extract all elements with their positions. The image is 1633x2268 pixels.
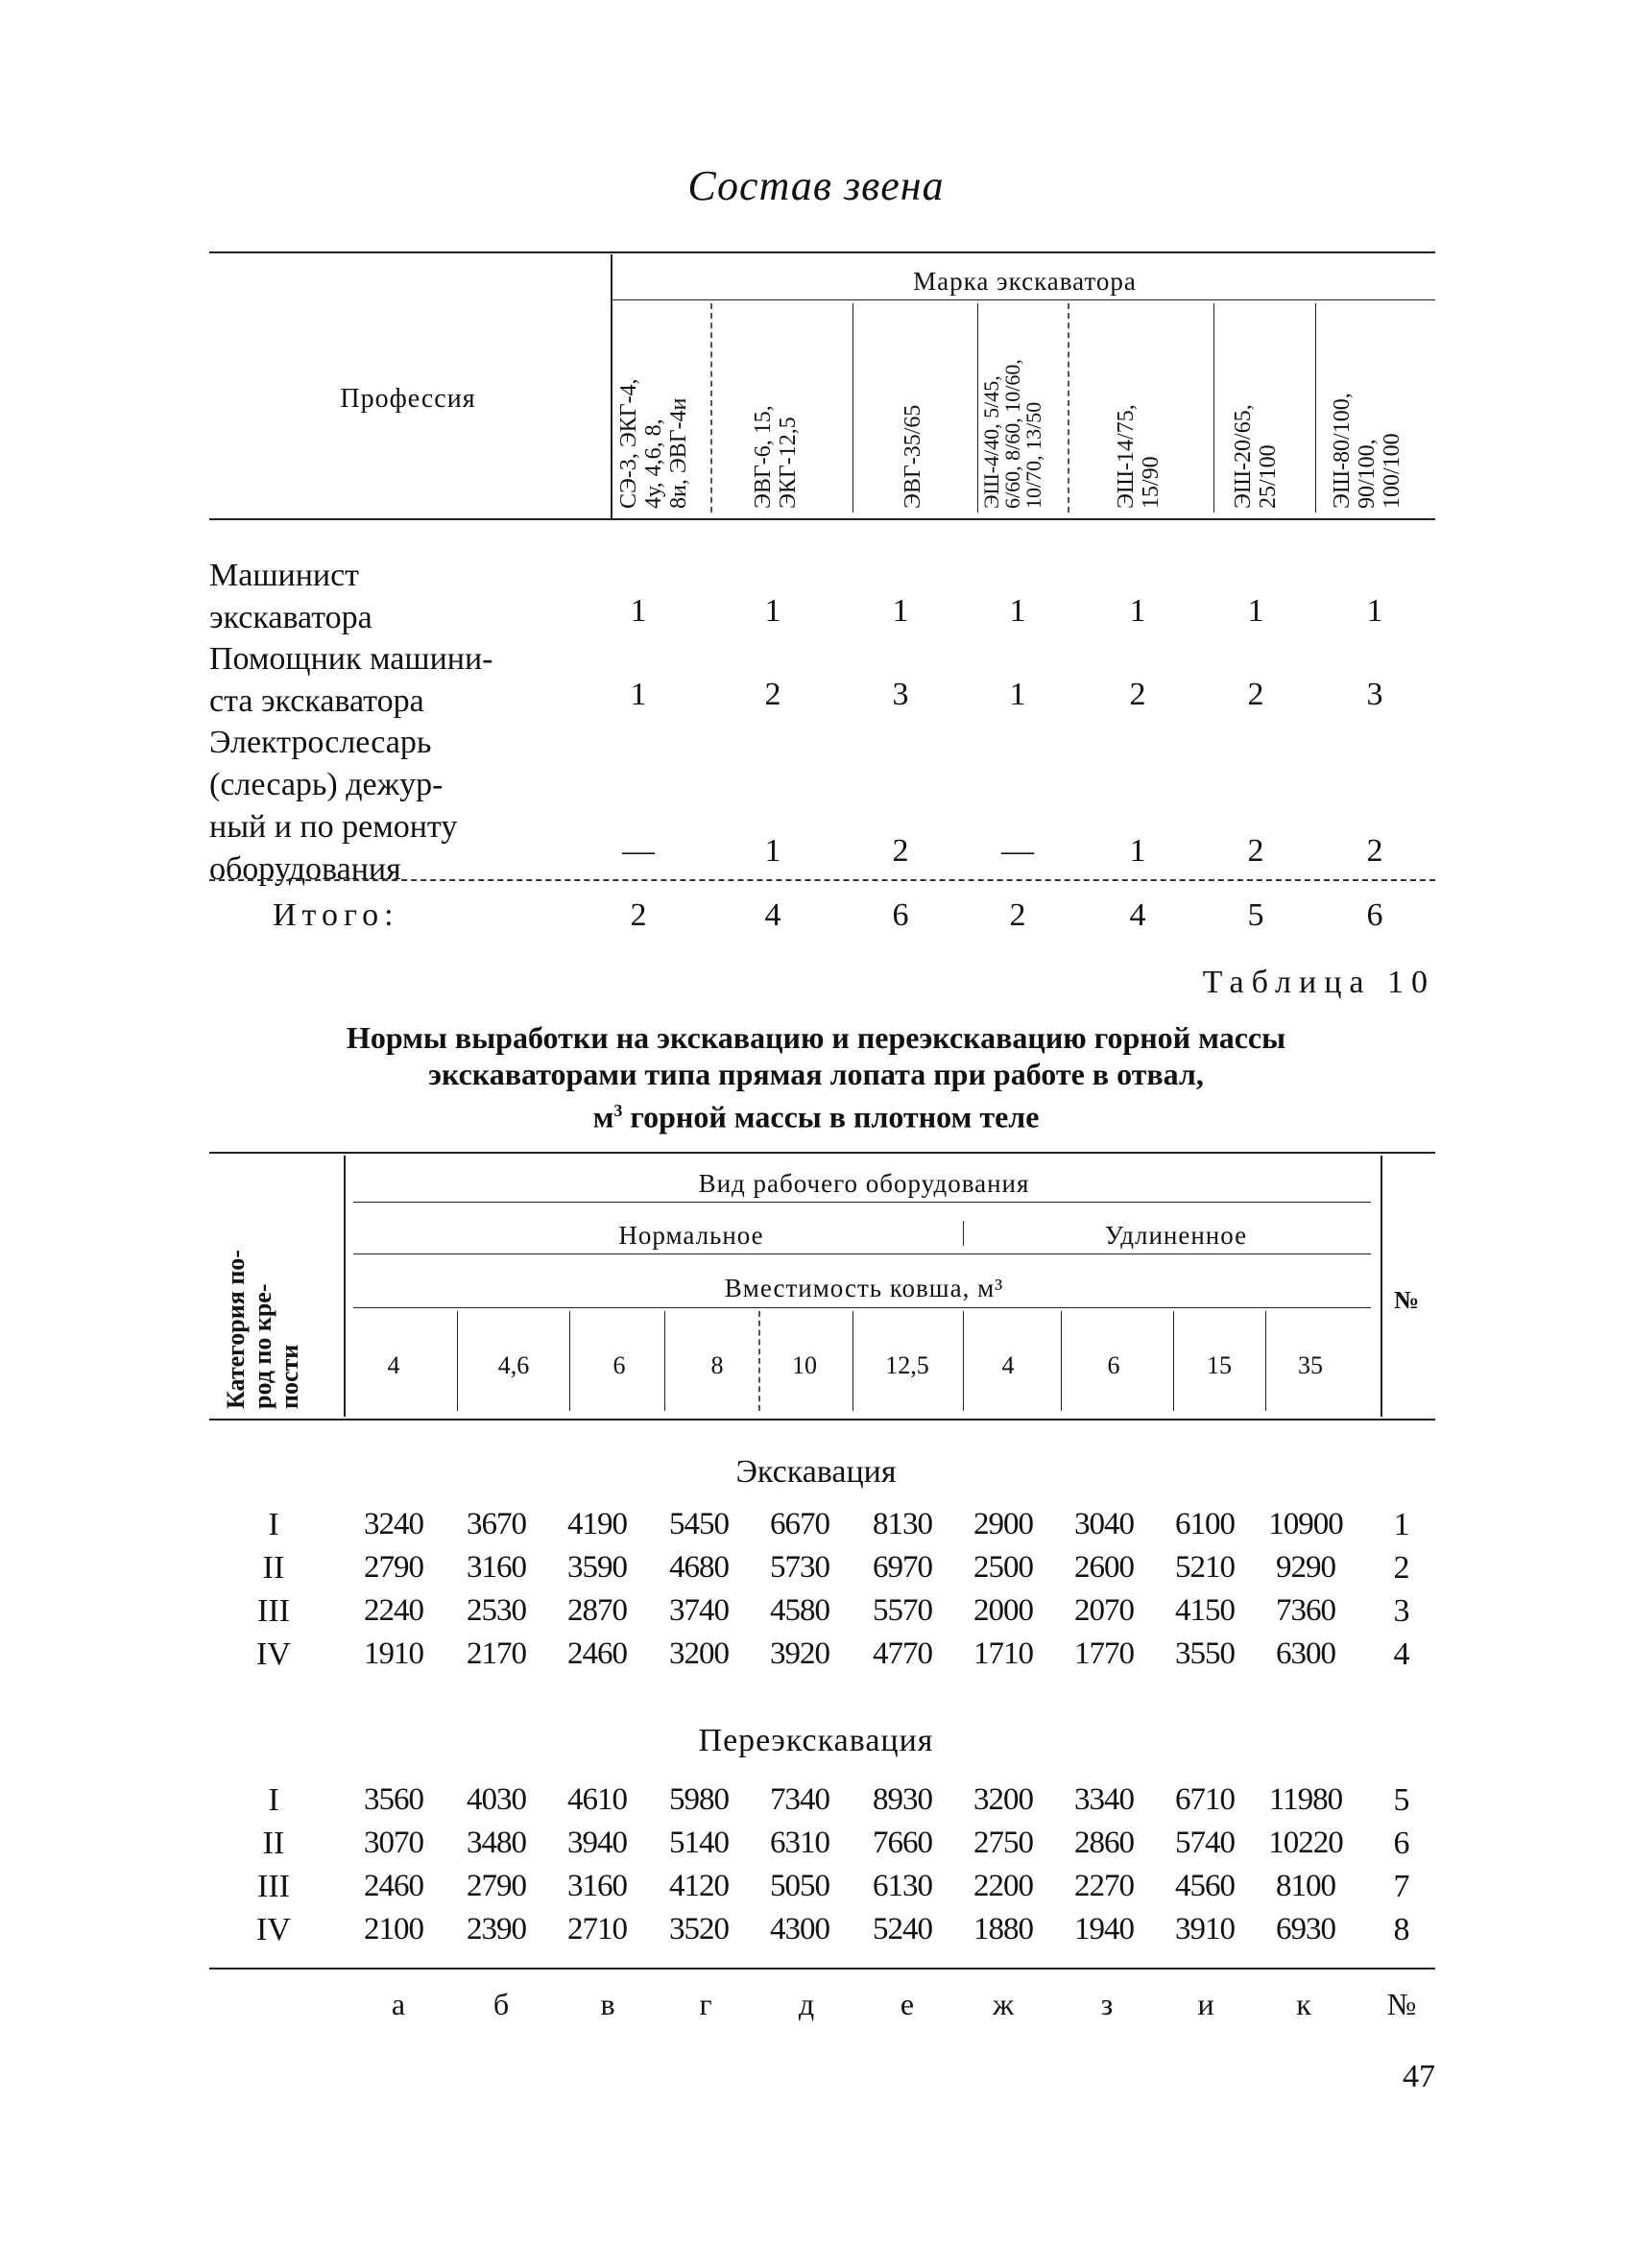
norm-cell: 11980 — [1268, 1782, 1343, 1817]
footer-no: № — [1386, 1987, 1417, 2021]
category-cell: III — [257, 1869, 290, 1904]
capacity-cell: 6 — [612, 1351, 626, 1379]
crew-row-label: Машинист экскаватора — [209, 558, 372, 635]
norm-cell: 6130 — [873, 1869, 932, 1903]
category-cell: II — [262, 1826, 285, 1861]
row-no-cell: 1 — [1393, 1507, 1410, 1542]
crew-col-header: ЭШ-80/100, 90/100, 100/100 — [1330, 393, 1405, 509]
capacity-col-sep — [758, 1311, 760, 1411]
norm-cell: 2790 — [467, 1869, 526, 1903]
capacity-cell: 10 — [792, 1351, 817, 1379]
crew-col-header: ЭВГ-6, 15, ЭКГ-12,5 — [751, 405, 801, 509]
norm-cell: 5740 — [1175, 1826, 1235, 1860]
norm-cell: 2870 — [567, 1593, 627, 1628]
crew-cell: 1 — [1247, 593, 1264, 629]
norm-cell: 4680 — [669, 1550, 729, 1585]
crew-cell: 1 — [630, 593, 647, 629]
footer-letter: а — [391, 1987, 406, 2021]
norm-cell: 2000 — [973, 1593, 1033, 1628]
norm-cell: 3910 — [1175, 1912, 1235, 1946]
footer-letter: б — [492, 1987, 510, 2021]
crew-cell: 2 — [1366, 833, 1383, 869]
crew-cell: 1 — [1129, 593, 1146, 629]
capacity-col-sep — [569, 1311, 570, 1411]
norm-cell: 7340 — [770, 1782, 829, 1817]
norm-cell: 5570 — [873, 1593, 932, 1628]
norms-title-line: Нормы выработки на экскавацию и переэкскавацию горной массы — [346, 1020, 1286, 1055]
norm-cell: 2390 — [467, 1912, 526, 1946]
capacity-cell: 4 — [387, 1351, 400, 1379]
crew-total: 2 — [1009, 897, 1026, 933]
norm-cell: 5140 — [669, 1826, 729, 1860]
norm-cell: 2600 — [1074, 1550, 1134, 1585]
crew-col-header: ЭШ-20/65, 25/100 — [1231, 404, 1281, 509]
normal-extended-sep — [963, 1221, 964, 1246]
norm-cell: 6300 — [1276, 1636, 1335, 1671]
footer-letter: з — [1100, 1987, 1114, 2021]
crew-col-sep — [977, 303, 978, 513]
crew-col-header: ЭВГ-35/65 — [901, 404, 925, 509]
norm-cell: 2070 — [1074, 1593, 1134, 1628]
crew-table-top-rule — [209, 251, 1435, 253]
norm-cell: 2860 — [1074, 1826, 1134, 1860]
category-header: Категория по- род по кре- пости — [222, 1250, 303, 1409]
normal-label: Нормальное — [618, 1221, 764, 1250]
crew-table-header-rule — [209, 518, 1435, 520]
section-heading: Переэкскавация — [698, 1723, 934, 1758]
crew-cell: 3 — [1366, 677, 1383, 712]
capacity-cell: 6 — [1107, 1351, 1120, 1379]
norm-cell: 3200 — [973, 1782, 1033, 1817]
norm-cell: 3160 — [567, 1869, 627, 1903]
norms-right-divider — [1381, 1156, 1382, 1417]
norm-cell: 3070 — [364, 1826, 423, 1860]
crew-cell: 2 — [764, 677, 781, 712]
crew-cell: 3 — [892, 677, 909, 712]
norm-cell: 3940 — [567, 1826, 627, 1860]
crew-total: 4 — [764, 897, 781, 933]
crew-row-label: Помощник машини- ста экскаватора — [209, 641, 493, 719]
crew-row-label: Электрослесарь (слесарь) дежур- ный и по ремонту оборудования — [209, 725, 458, 887]
norm-cell: 3740 — [669, 1593, 729, 1628]
crew-cell: 2 — [892, 833, 909, 869]
norm-cell: 3200 — [669, 1636, 729, 1671]
norm-cell: 6970 — [873, 1550, 932, 1585]
norm-cell: 2240 — [364, 1593, 423, 1628]
crew-cell: 1 — [764, 593, 781, 629]
capacity-col-sep — [1061, 1311, 1062, 1411]
norm-cell: 6710 — [1175, 1782, 1235, 1817]
capacity-cell: 4 — [1001, 1351, 1015, 1379]
row-no-cell: 7 — [1393, 1869, 1410, 1904]
norms-title-unit: м — [592, 1099, 614, 1134]
crew-cell: 2 — [1247, 833, 1264, 869]
variant-rule — [353, 1253, 1371, 1254]
crew-total-label: Итого: — [273, 897, 399, 933]
norm-cell: 8130 — [873, 1507, 932, 1541]
norm-cell: 4190 — [567, 1507, 627, 1541]
norm-cell: 2170 — [467, 1636, 526, 1671]
norm-cell: 2460 — [567, 1636, 627, 1671]
crew-total: 5 — [1247, 897, 1264, 933]
norm-cell: 1770 — [1074, 1636, 1134, 1671]
crew-total: 4 — [1129, 897, 1146, 933]
equipment-rule — [353, 1202, 1371, 1203]
norm-cell: 10220 — [1268, 1826, 1343, 1860]
norm-cell: 3920 — [770, 1636, 829, 1671]
capacity-cell: 4,6 — [497, 1351, 530, 1379]
norm-cell: 2790 — [364, 1550, 423, 1585]
norm-cell: 7660 — [873, 1826, 932, 1860]
crew-col-sep — [710, 303, 712, 513]
norm-cell: 3340 — [1074, 1782, 1134, 1817]
row-no-cell: 8 — [1393, 1912, 1410, 1947]
norms-title — [192, 1019, 1440, 1135]
capacity-cell: 8 — [710, 1351, 724, 1379]
norm-cell: 2200 — [973, 1869, 1033, 1903]
norm-cell: 5240 — [873, 1912, 932, 1946]
footer-letter: д — [798, 1987, 815, 2021]
norm-cell: 1910 — [364, 1636, 423, 1671]
crew-col-sep — [1315, 303, 1316, 513]
crew-cell: 1 — [630, 677, 647, 712]
crew-col-sep — [1213, 303, 1214, 513]
crew-cell: 1 — [892, 593, 909, 629]
row-no-cell: 6 — [1393, 1826, 1410, 1861]
capacity-cell: 15 — [1207, 1351, 1232, 1379]
crew-col-header: ЭШ-4/40, 5/45, 6/60, 8/60, 10/60, 10/70, 13/50 — [979, 359, 1045, 509]
crew-col-sep — [1068, 303, 1069, 513]
capacity-col-sep — [1173, 1311, 1174, 1411]
row-no-cell: 5 — [1393, 1782, 1410, 1818]
crew-cell: 1 — [1366, 593, 1383, 629]
crew-cell: — — [622, 833, 655, 869]
norm-cell: 4300 — [770, 1912, 829, 1946]
norm-cell: 3670 — [467, 1507, 526, 1541]
crew-cell: 2 — [1247, 677, 1264, 712]
norm-cell: 2900 — [973, 1507, 1033, 1541]
table-number: Таблица 10 — [1202, 965, 1435, 1000]
crew-group-label: Марка экскаватора — [913, 267, 1137, 296]
category-cell: III — [257, 1593, 290, 1629]
row-no-cell: 2 — [1393, 1550, 1410, 1586]
capacity-col-sep — [1265, 1311, 1266, 1411]
category-cell: II — [262, 1550, 285, 1586]
norm-cell: 5050 — [770, 1869, 829, 1903]
row-no-cell: 3 — [1393, 1593, 1410, 1629]
norm-cell: 3520 — [669, 1912, 729, 1946]
crew-col-header: ЭШ-14/75, 15/90 — [1114, 404, 1164, 509]
norm-cell: 2530 — [467, 1593, 526, 1628]
norm-cell: 4610 — [567, 1782, 627, 1817]
norms-title-line: экскаваторами типа прямая лопата при работе в отвал, — [428, 1057, 1204, 1091]
crew-total: 2 — [630, 897, 647, 933]
norm-cell: 8930 — [873, 1782, 932, 1817]
footer-letter: е — [900, 1987, 915, 2021]
capacity-col-sep — [457, 1311, 458, 1411]
norm-cell: 4030 — [467, 1782, 526, 1817]
capacity-cell: 12,5 — [885, 1351, 929, 1379]
norm-cell: 3040 — [1074, 1507, 1134, 1541]
norm-cell: 6930 — [1276, 1912, 1335, 1946]
norm-cell: 4580 — [770, 1593, 829, 1628]
section-title: Состав звена — [687, 162, 945, 209]
crew-total: 6 — [892, 897, 909, 933]
norm-cell: 1940 — [1074, 1912, 1134, 1946]
norms-title-line — [192, 1092, 1440, 1135]
norm-cell: 6100 — [1175, 1507, 1235, 1541]
crew-table-divider — [611, 254, 612, 518]
extended-label: Удлиненное — [1104, 1221, 1248, 1250]
norm-cell: 2100 — [364, 1912, 423, 1946]
crew-cell: 2 — [1129, 677, 1146, 712]
norm-cell: 4770 — [873, 1636, 932, 1671]
norm-cell: 5450 — [669, 1507, 729, 1541]
norm-cell: 9290 — [1276, 1550, 1335, 1585]
norm-cell: 2270 — [1074, 1869, 1134, 1903]
crew-total-rule — [209, 879, 1435, 881]
norm-cell: 1710 — [973, 1636, 1033, 1671]
capacity-col-sep — [664, 1311, 665, 1411]
footer-letter: к — [1296, 1987, 1311, 2021]
category-cell: IV — [256, 1636, 291, 1672]
footer-letter: г — [699, 1987, 712, 2021]
norms-title-unit-exp: 3 — [613, 1101, 623, 1120]
norms-bottom-rule — [209, 1968, 1435, 1970]
crew-total: 6 — [1366, 897, 1383, 933]
norm-cell: 3160 — [467, 1550, 526, 1585]
norm-cell: 3240 — [364, 1507, 423, 1541]
category-cell: I — [268, 1507, 279, 1542]
norm-cell: 2500 — [973, 1550, 1033, 1585]
crew-cell: 1 — [764, 833, 781, 869]
norm-cell: 2460 — [364, 1869, 423, 1903]
norm-cell: 2750 — [973, 1826, 1033, 1860]
norms-left-divider — [344, 1156, 346, 1417]
norm-cell: 3550 — [1175, 1636, 1235, 1671]
capacity-label: Вместимость ковша, м³ — [724, 1274, 1004, 1302]
crew-cell: — — [1001, 833, 1034, 869]
norm-cell: 6310 — [770, 1826, 829, 1860]
norm-cell: 4560 — [1175, 1869, 1235, 1903]
norm-cell: 1880 — [973, 1912, 1033, 1946]
norm-cell: 7360 — [1276, 1593, 1335, 1628]
crew-cell: 1 — [1009, 677, 1026, 712]
equipment-label: Вид рабочего оборудования — [698, 1169, 1030, 1198]
footer-letter: и — [1197, 1987, 1214, 2021]
capacity-col-sep — [963, 1311, 964, 1411]
norms-title-text: горной массы в плотном теле — [622, 1099, 1040, 1134]
norm-cell: 8100 — [1276, 1869, 1335, 1903]
crew-cell: 1 — [1129, 833, 1146, 869]
row-no-cell: 4 — [1393, 1636, 1410, 1672]
norm-cell: 3590 — [567, 1550, 627, 1585]
norm-cell: 4120 — [669, 1869, 729, 1903]
norm-cell: 10900 — [1268, 1507, 1343, 1541]
section-heading: Экскавация — [735, 1454, 897, 1490]
norm-cell: 6670 — [770, 1507, 829, 1541]
norm-cell: 5980 — [669, 1782, 729, 1817]
norm-cell: 4150 — [1175, 1593, 1235, 1628]
capacity-cell: 35 — [1298, 1351, 1323, 1379]
row-no-header: № — [1394, 1286, 1420, 1314]
norm-cell: 3480 — [467, 1826, 526, 1860]
category-cell: I — [268, 1782, 279, 1818]
norm-cell: 5730 — [770, 1550, 829, 1585]
footer-letter: в — [600, 1987, 615, 2021]
crew-col-header: СЭ-3, ЭКГ-4, 4у, 4,6, 8, 8и, ЭВГ-4и — [616, 378, 691, 509]
crew-cell: 1 — [1009, 593, 1026, 629]
crew-group-rule — [612, 299, 1435, 300]
crew-corner-label: Профессия — [340, 384, 476, 414]
norms-top-rule — [209, 1152, 1435, 1154]
norms-header-rule — [209, 1419, 1435, 1420]
capacity-rule — [353, 1307, 1371, 1308]
footer-letter: ж — [992, 1987, 1015, 2021]
norm-cell: 5210 — [1175, 1550, 1235, 1585]
norm-cell: 2710 — [567, 1912, 627, 1946]
category-cell: IV — [256, 1912, 291, 1947]
norm-cell: 3560 — [364, 1782, 423, 1817]
page-number: 47 — [1403, 2059, 1435, 2094]
